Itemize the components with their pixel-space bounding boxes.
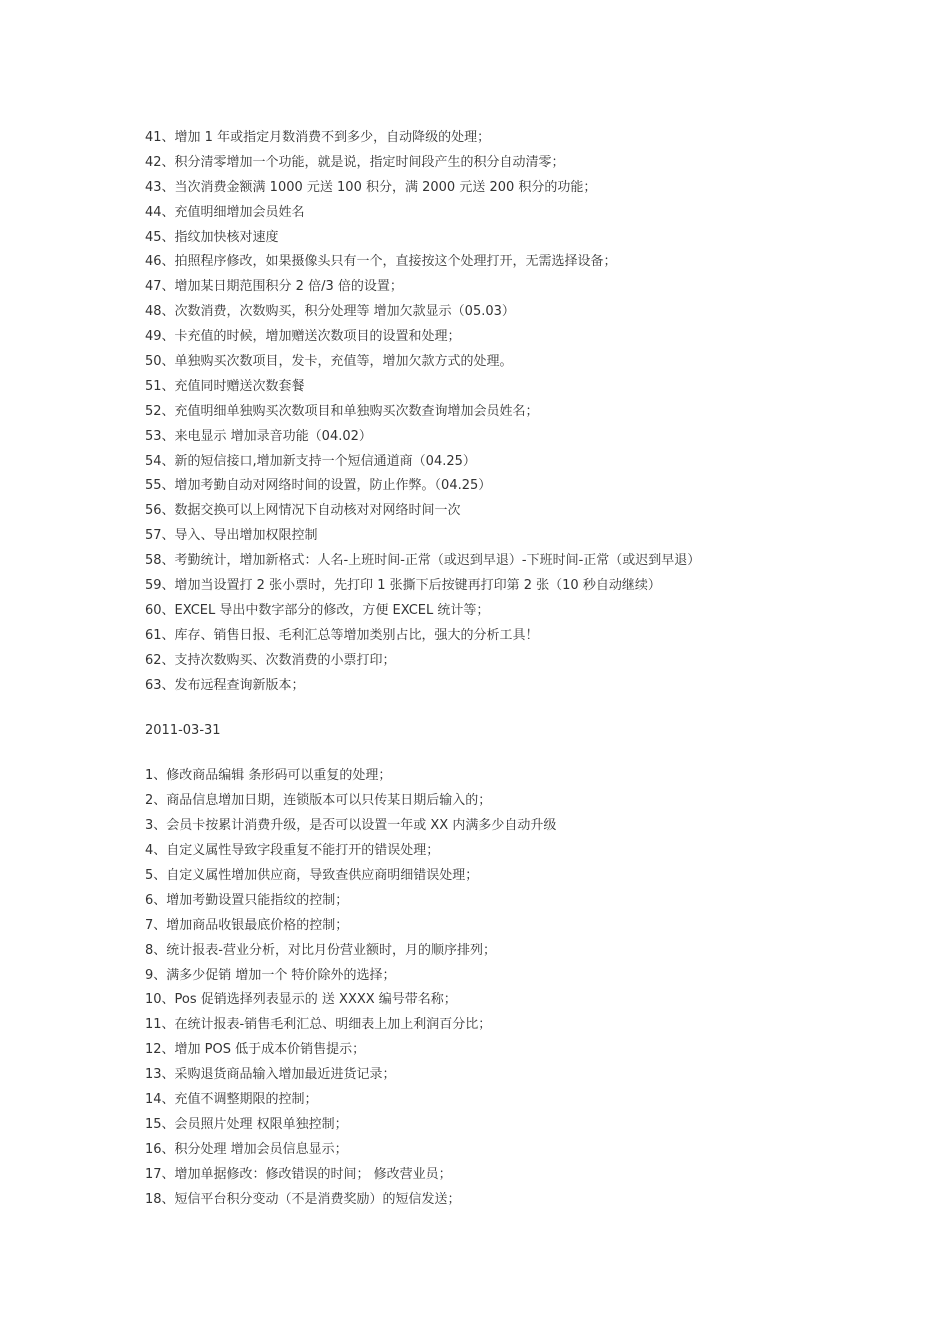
changelog-item: 47、增加某日期范围积分 2 倍/3 倍的设置； [145, 279, 403, 295]
changelog-item: 7、增加商品收银最底价格的控制； [145, 917, 349, 933]
changelog-item: 5、自定义属性增加供应商，导致查供应商明细错误处理； [145, 867, 479, 883]
changelog-item: 15、会员照片处理 权限单独控制； [145, 1116, 348, 1132]
changelog-item: 9、满多少促销 增加一个 特价除外的选择； [145, 967, 396, 983]
changelog-item: 61、库存、销售日报、毛利汇总等增加类别占比，强大的分析工具！ [145, 627, 539, 643]
changelog-section-2 [145, 764, 925, 1212]
changelog-item: 41、增加 1 年或指定月数消费不到多少，自动降级的处理； [145, 130, 491, 145]
section-spacer [145, 744, 925, 765]
changelog-item: 63、发布远程查询新版本； [145, 677, 305, 693]
changelog-item: 6、增加考勤设置只能指纹的控制； [145, 892, 349, 908]
changelog-item: 43、当次消费金额满 1000 元送 100 积分，满 2000 元送 200 积分的功能； [145, 179, 597, 195]
changelog-item: 3、会员卡按累计消费升级，是否可以设置一年或 XX 内满多少自动升级 [145, 818, 557, 834]
changelog-item: 8、统计报表-营业分析，对比月份营业额时，月的顺序排列； [145, 942, 496, 958]
changelog-item: 59、增加当设置打 2 张小票时，先打印 1 张撕下后按键再打印第 2 张（10 秒自动继续） [145, 578, 661, 594]
changelog-item: 18、短信平台积分变动（不是消费奖励）的短信发送； [145, 1191, 461, 1207]
changelog-item: 53、来电显示 增加录音功能（04.02） [145, 428, 372, 444]
changelog-item: 14、充值不调整期限的控制； [145, 1091, 318, 1107]
changelog-item: 45、指纹加快核对速度 [145, 229, 279, 245]
changelog-item: 50、单独购买次数项目，发卡，充值等，增加欠款方式的处理。 [145, 354, 513, 370]
changelog-item: 55、增加考勤自动对网络时间的设置，防止作弊。（04.25） [145, 478, 492, 494]
section-spacer [145, 698, 925, 719]
changelog-item: 48、次数消费，次数购买，积分处理等 增加欠款显示（05.03） [145, 304, 515, 320]
changelog-item: 49、卡充值的时候，增加赠送次数项目的设置和处理； [145, 329, 461, 345]
changelog-item: 16、积分处理 增加会员信息显示； [145, 1141, 348, 1157]
changelog-item: 52、充值明细单独购买次数项目和单独购买次数查询增加会员姓名； [145, 403, 539, 419]
changelog-section-1 [145, 126, 925, 698]
changelog-item: 58、考勤统计，增加新格式：人名-上班时间-正常（或迟到早退）-下班时间-正常（或迟到早退） [145, 553, 701, 569]
changelog-item: 2、商品信息增加日期，连锁版本可以只传某日期后输入的； [145, 793, 492, 809]
changelog-item: 12、增加 POS 低于成本价销售提示； [145, 1042, 366, 1058]
changelog-item: 62、支持次数购买、次数消费的小票打印； [145, 652, 396, 668]
changelog-item: 54、新的短信接口,增加新支持一个短信通道商（04.25） [145, 453, 476, 469]
changelog-item: 1、修改商品编辑 条形码可以重复的处理； [145, 768, 392, 784]
changelog-item: 57、导入、导出增加权限控制 [145, 528, 318, 544]
changelog-content [145, 126, 925, 1212]
changelog-item: 44、充值明细增加会员姓名 [145, 204, 305, 220]
changelog-item: 56、数据交换可以上网情况下自动核对对网络时间一次 [145, 503, 461, 519]
changelog-item: 11、在统计报表-销售毛利汇总、明细表上加上利润百分比； [145, 1017, 492, 1033]
changelog-item: 4、自定义属性导致字段重复不能打开的错误处理； [145, 843, 440, 859]
changelog-item: 46、拍照程序修改，如果摄像头只有一个，直接按这个处理打开，无需选择设备； [145, 254, 617, 270]
changelog-item: 42、积分清零增加一个功能，就是说，指定时间段产生的积分自动清零； [145, 154, 565, 170]
release-date: 2011-03-31 [145, 722, 221, 738]
changelog-item: 17、增加单据修改：修改错误的时间； 修改营业员； [145, 1166, 452, 1182]
changelog-item: 13、采购退货商品输入增加最近进货记录； [145, 1067, 396, 1083]
changelog-item: 60、EXCEL 导出中数字部分的修改，方便 EXCEL 统计等； [145, 602, 490, 618]
changelog-item: 51、充值同时赠送次数套餐 [145, 378, 305, 394]
changelog-item: 10、Pos 促销选择列表显示的 送 XXXX 编号带名称； [145, 992, 457, 1008]
